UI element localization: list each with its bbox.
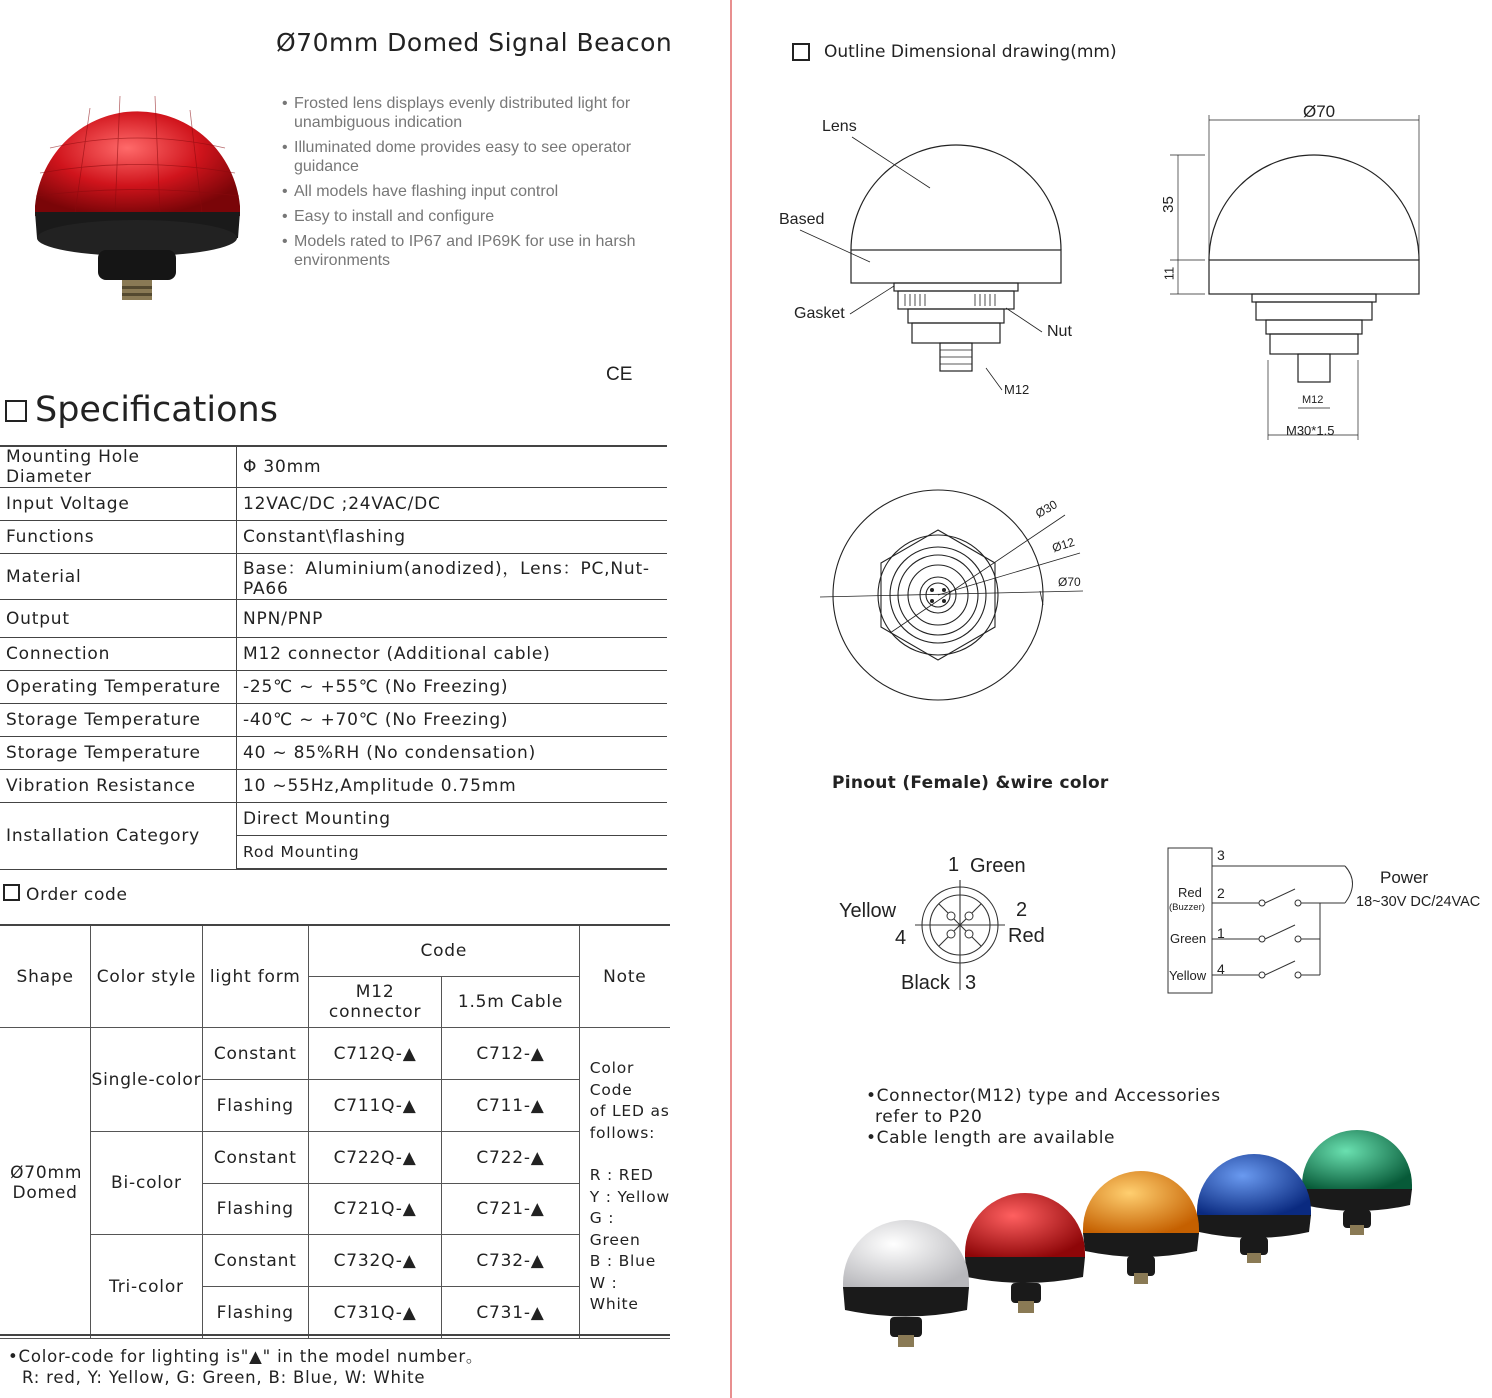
- table-row: [0, 704, 667, 737]
- cable-code-cell: C731-▲: [442, 1287, 579, 1339]
- light-form-cell: Constant: [202, 1235, 308, 1287]
- m12-code-cell: C711Q-▲: [308, 1080, 441, 1132]
- header-cable: 1.5m Cable: [442, 977, 579, 1028]
- header-light-form: light form: [202, 925, 308, 1028]
- order-footnote: [8, 1346, 483, 1388]
- spec-value: NPN/PNP: [237, 600, 668, 638]
- light-form-cell: Flashing: [202, 1287, 308, 1339]
- spec-key: Material: [0, 554, 237, 600]
- table-row: [0, 638, 667, 671]
- note-line: •Connector(M12) type and Accessories: [866, 1086, 1221, 1106]
- outline-heading-text: Outline Dimensional drawing(mm): [824, 42, 1117, 62]
- color-code-note: [579, 1028, 670, 1339]
- specifications-heading: [5, 390, 278, 430]
- wire-label-red: Red: [1178, 885, 1202, 900]
- wire-num-1: 1: [1217, 925, 1225, 941]
- note-line: follows:: [589, 1123, 656, 1142]
- cable-code-cell: C711-▲: [442, 1080, 579, 1132]
- wire-label-yellow: Yellow: [1169, 968, 1207, 983]
- wire-num-4: 4: [1217, 961, 1225, 977]
- table-row: [0, 1235, 670, 1287]
- spec-key: Storage Temperature: [0, 704, 237, 737]
- pin-1-color: Green: [970, 855, 1026, 877]
- table-bottom-rule: [0, 1334, 670, 1336]
- table-row: [0, 446, 667, 488]
- label-circle-70: Ø70: [1058, 575, 1081, 589]
- spec-key: Vibration Resistance: [0, 770, 237, 803]
- checkbox-icon: [5, 400, 27, 422]
- pin-2-color: Red: [1008, 925, 1045, 947]
- table-row: [0, 737, 667, 770]
- spec-value: -40℃ ~ +70℃ (No Freezing): [237, 704, 668, 737]
- note-line: of LED as: [589, 1102, 670, 1120]
- feature-item: • Models rated to IP67 and IP69K for use in harsh environments: [282, 232, 682, 270]
- m12-code-cell: C732Q-▲: [308, 1235, 441, 1287]
- color-style-cell: Tri-color: [91, 1235, 202, 1339]
- product-title: Ø70mm Domed Signal Beacon: [276, 28, 673, 57]
- orange-beacon: [1083, 1171, 1199, 1284]
- note-line: [590, 1144, 670, 1165]
- header-code: Code: [308, 925, 579, 977]
- spec-key: Input Voltage: [0, 488, 237, 521]
- note-line: R : RED: [589, 1166, 654, 1184]
- footnote-line: •Color-code for lighting is"▲" in the model number。: [8, 1347, 484, 1366]
- table-row: [0, 1132, 670, 1184]
- spec-value: Φ 30mm: [237, 446, 668, 488]
- bottom-view-drawing: [815, 485, 1095, 705]
- pin-4-number: 4: [895, 927, 907, 949]
- white-beacon: [843, 1220, 969, 1347]
- spec-key: Mounting Hole Diameter: [0, 446, 237, 488]
- spec-key: Output: [0, 600, 237, 638]
- note-line: G : Green: [589, 1209, 641, 1249]
- voltage-label: 18~30V DC/24VAC: [1356, 894, 1481, 910]
- page-divider: [730, 0, 732, 1398]
- table-row: [0, 770, 667, 803]
- red-beacon: [965, 1193, 1085, 1313]
- specifications-heading-text: Specifications: [35, 390, 278, 430]
- dimension-view-drawing: [1150, 110, 1440, 450]
- label-circle-30: Ø30: [1033, 497, 1060, 521]
- table-row: [0, 600, 667, 638]
- m12-code-cell: C731Q-▲: [308, 1287, 441, 1339]
- note-line: B : Blue: [589, 1252, 657, 1270]
- shape-text: Ø70mm Domed: [10, 1163, 83, 1203]
- specifications-table: [0, 445, 667, 870]
- checkbox-icon: [3, 884, 20, 901]
- note-line: •Cable length are available: [866, 1128, 1116, 1148]
- note-line: refer to P20: [875, 1107, 983, 1127]
- order-code-heading: [3, 884, 128, 905]
- table-row: [0, 554, 667, 600]
- spec-key: Connection: [0, 638, 237, 671]
- spec-value: Rod Mounting: [237, 836, 668, 870]
- ce-mark: CE: [606, 364, 633, 385]
- cable-code-cell: C712-▲: [442, 1028, 579, 1080]
- note-line: Y : Yellow: [589, 1187, 670, 1206]
- table-row: [0, 488, 667, 521]
- order-code-heading-text: Order code: [26, 885, 128, 905]
- label-lens: Lens: [822, 118, 857, 135]
- label-height-11: 11: [1161, 266, 1177, 281]
- cable-code-cell: C732-▲: [442, 1235, 579, 1287]
- light-form-cell: Constant: [202, 1132, 308, 1184]
- note-line: W : White: [589, 1273, 639, 1313]
- green-beacon: [1302, 1130, 1412, 1235]
- table-header-row: [0, 925, 670, 977]
- cable-code-cell: C721-▲: [442, 1184, 579, 1235]
- header-shape: Shape: [0, 925, 91, 1028]
- spec-value: -25℃ ~ +55℃ (No Freezing): [237, 671, 668, 704]
- label-nut: Nut: [1047, 323, 1072, 340]
- feature-item: • Illuminated dome provides easy to see operator guidance: [282, 138, 682, 176]
- light-form-cell: Flashing: [202, 1184, 308, 1235]
- pinout-heading: Pinout (Female) &wire color: [832, 773, 1109, 793]
- wire-label-buzzer: (Buzzer): [1169, 902, 1205, 913]
- pin-3-color: Black: [901, 972, 950, 994]
- spec-key: Functions: [0, 521, 237, 554]
- spec-value: Base：Aluminium(anodized)，Lens：PC,Nut-PA66: [237, 554, 668, 600]
- checkbox-icon: [792, 43, 810, 61]
- label-m12-dim: M12: [1302, 394, 1324, 406]
- m12-code-cell: C722Q-▲: [308, 1132, 441, 1184]
- header-color-style: Color style: [91, 925, 202, 1028]
- m12-code-cell: C721Q-▲: [308, 1184, 441, 1235]
- table-row: [0, 1028, 670, 1080]
- table-row: [0, 521, 667, 554]
- light-form-cell: Constant: [202, 1028, 308, 1080]
- spec-value: 12VAC/DC ;24VAC/DC: [237, 488, 668, 521]
- spec-value: 10 ~55Hz,Amplitude 0.75mm: [237, 770, 668, 803]
- note-line: Color Code: [589, 1059, 635, 1099]
- label-m30: M30*1.5: [1286, 423, 1335, 438]
- spec-value: Direct Mounting: [237, 803, 668, 836]
- spec-key: Installation Category: [0, 803, 237, 870]
- spec-value: M12 connector (Additional cable): [237, 638, 668, 671]
- label-m12: M12: [1004, 382, 1030, 397]
- spec-key: Storage Temperature: [0, 737, 237, 770]
- color-style-cell: Single-color: [91, 1028, 202, 1132]
- m12-code-cell: C712Q-▲: [308, 1028, 441, 1080]
- label-height-35: 35: [1159, 196, 1177, 213]
- pin-2-number: 2: [1016, 899, 1028, 921]
- wire-label-green: Green: [1170, 931, 1207, 946]
- table-row: [0, 803, 667, 836]
- feature-list: [282, 94, 682, 276]
- label-based: Based: [779, 211, 825, 228]
- feature-item: • Easy to install and configure: [282, 207, 682, 226]
- wire-num-2: 2: [1217, 885, 1225, 901]
- spec-key: Operating Temperature: [0, 671, 237, 704]
- blue-beacon: [1197, 1154, 1311, 1263]
- light-form-cell: Flashing: [202, 1080, 308, 1132]
- pin-4-color: Yellow: [839, 900, 897, 922]
- wire-num-3: 3: [1217, 847, 1225, 863]
- spec-value: Constant\flashing: [237, 521, 668, 554]
- outline-drawing-heading: [792, 42, 1117, 62]
- color-style-cell: Bi-color: [91, 1132, 202, 1235]
- spec-value: 40 ~ 85%RH (No condensation): [237, 737, 668, 770]
- pin-3-number: 3: [965, 972, 977, 994]
- header-note: Note: [579, 925, 670, 1028]
- beacon-lineup-photo: [840, 1125, 1420, 1355]
- label-circle-12: Ø12: [1050, 534, 1077, 556]
- cable-code-cell: C722-▲: [442, 1132, 579, 1184]
- header-m12: M12 connector: [308, 977, 441, 1028]
- power-label: Power: [1380, 868, 1429, 887]
- feature-item: • Frosted lens displays evenly distributed light for unambiguous indication: [282, 94, 682, 132]
- feature-item: • All models have flashing input control: [282, 182, 682, 201]
- label-gasket: Gasket: [794, 305, 845, 322]
- order-code-table: [0, 924, 670, 1339]
- red-beacon-photo: [30, 88, 245, 308]
- footnote-line: R: red, Y: Yellow, G: Green, B: Blue, W: White: [22, 1368, 426, 1387]
- label-diameter-70: Ø70: [1303, 102, 1336, 121]
- shape-cell: [0, 1028, 91, 1339]
- table-row: [0, 671, 667, 704]
- pin-1-number: 1: [948, 854, 960, 876]
- side-view-drawing: [770, 110, 1090, 410]
